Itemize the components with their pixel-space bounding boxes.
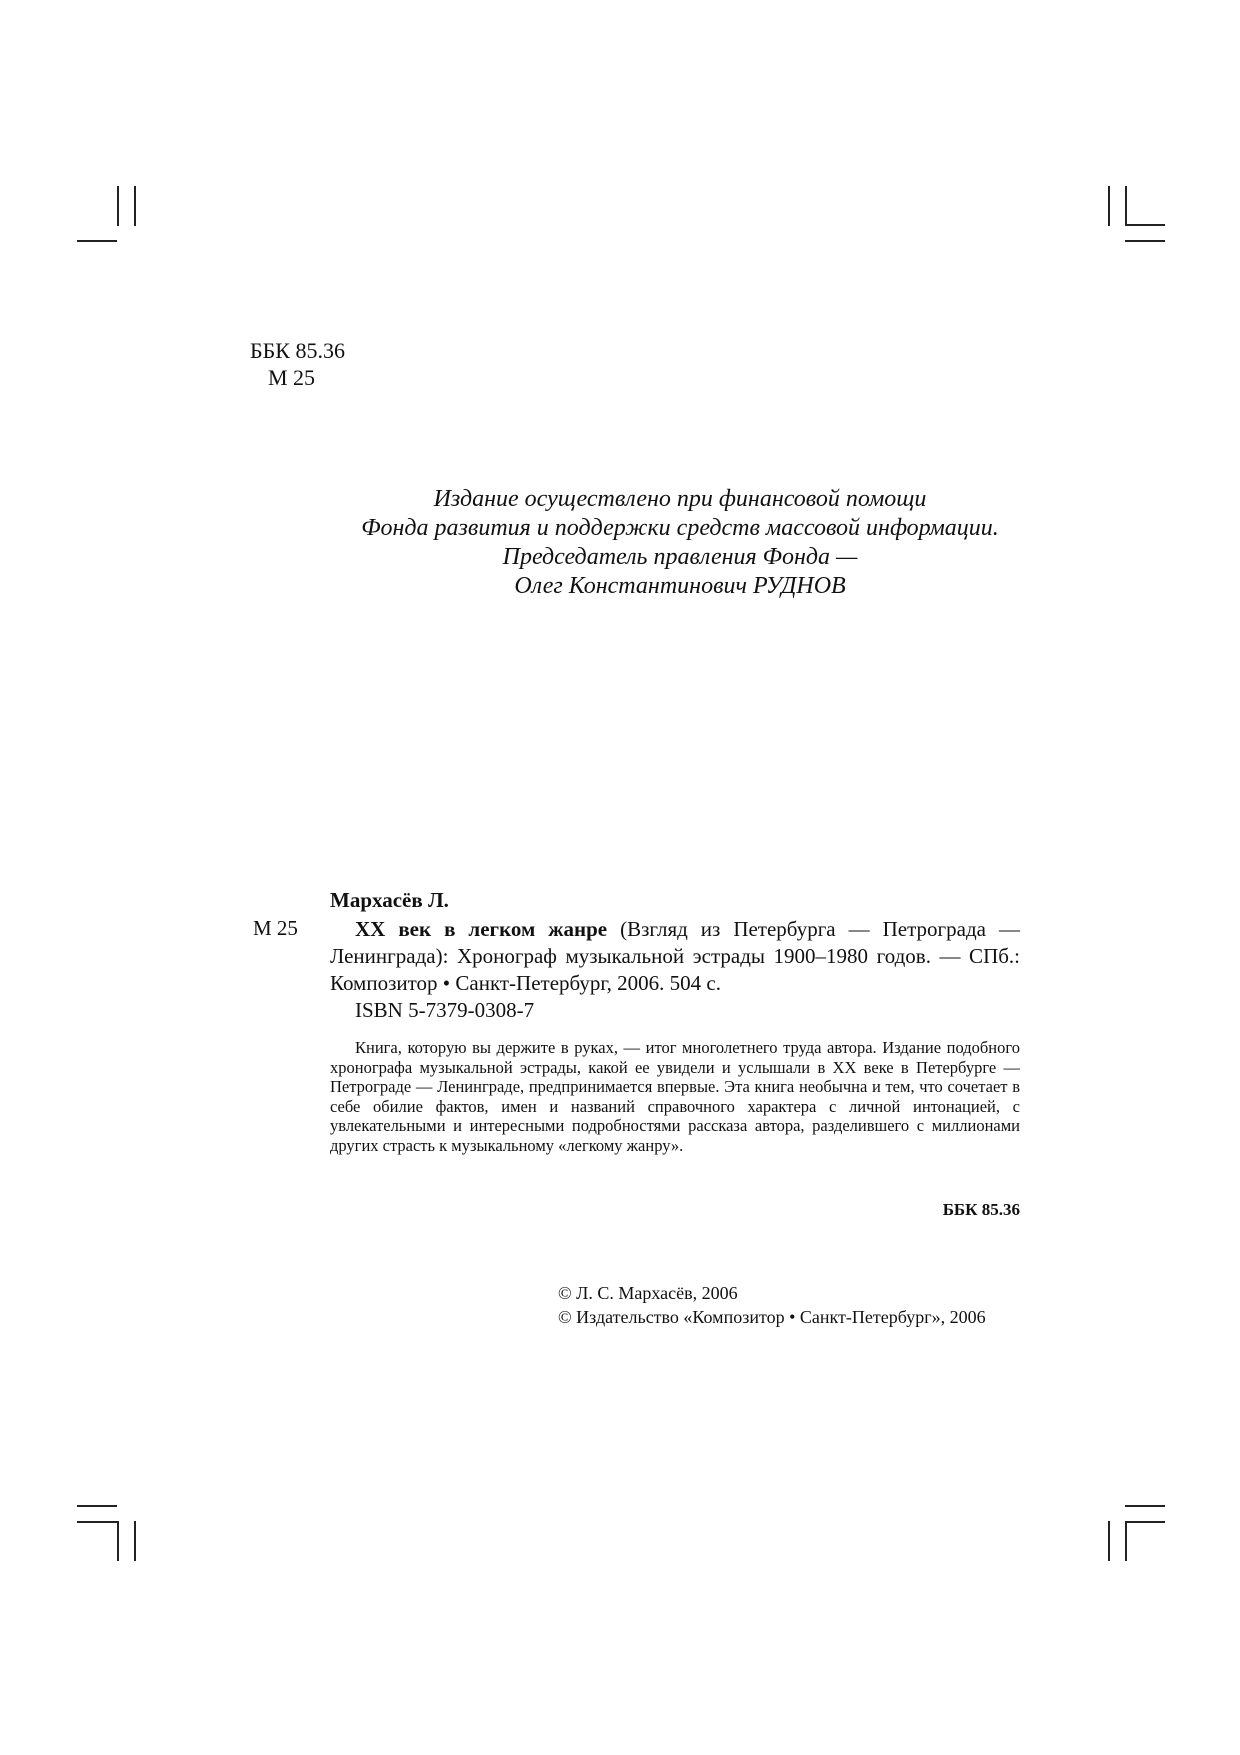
copyright-publisher: © Издательство «Композитор • Санкт-Петербург», 2006 (558, 1307, 986, 1327)
isbn: ISBN 5-7379-0308-7 (355, 998, 535, 1022)
funding-line: Олег Константинович РУДНОВ (514, 573, 846, 599)
copyright (558, 1281, 986, 1329)
annotation: Книга, которую вы держите в руках, — итог многолетнего труда автора. Издание подобного хронографа музыкальной эстрады, какой ее увидели и услышали в XX веке в Петербурге — Петрограде — Ленинграде, предпринимается впервые. Эта книга необычна и тем, что сочетает в себе обилие фактов, имен и названий справочного характера с личной интонацией, с увлекательными и интересными подробностями рассказа автора, разделившего с миллионами других страсть к музыкальному «легкому жанру». (330, 1038, 1020, 1155)
author-mark: М 25 (268, 365, 316, 390)
bbk-index-bottom: ББК 85.36 (942, 1200, 1020, 1219)
funding-line: Фонда развития и поддержки средств массовой информации. (361, 515, 999, 541)
copyright-author: © Л. С. Мархасёв, 2006 (558, 1283, 738, 1303)
funding-note (300, 485, 1060, 601)
bbk-index-top (250, 337, 345, 391)
bibliographic-description (330, 916, 1020, 1024)
crop-mark (134, 186, 136, 226)
crop-mark (77, 1521, 117, 1523)
crop-mark (1125, 186, 1127, 226)
crop-mark (1108, 186, 1110, 226)
crop-mark (77, 240, 117, 242)
title-details: (Взгляд из Петербурга — Петрограда — Ленинграда): Хронограф музыкальной эстрады 1900–1980 годов. — СПб.: Композитор • Санкт-Петербург, 2006. 504 с. (330, 917, 1020, 995)
bbk-number: ББК 85.36 (250, 338, 345, 363)
book-title: XX век в легком жанре (355, 917, 608, 941)
author-name: Мархасёв Л. (330, 888, 449, 912)
crop-mark (1125, 240, 1165, 242)
crop-mark (1125, 1505, 1165, 1507)
crop-mark (1125, 224, 1165, 226)
crop-mark (1108, 1521, 1110, 1561)
crop-mark (77, 1505, 117, 1507)
crop-mark (1125, 1521, 1165, 1523)
crop-mark (117, 1521, 119, 1561)
crop-mark (117, 186, 119, 226)
funding-line: Издание осуществлено при финансовой помощи (433, 486, 927, 512)
catalog-code: М 25 (253, 916, 298, 940)
crop-mark (134, 1521, 136, 1561)
funding-line: Председатель правления Фонда — (502, 544, 858, 570)
crop-mark (1125, 1521, 1127, 1561)
